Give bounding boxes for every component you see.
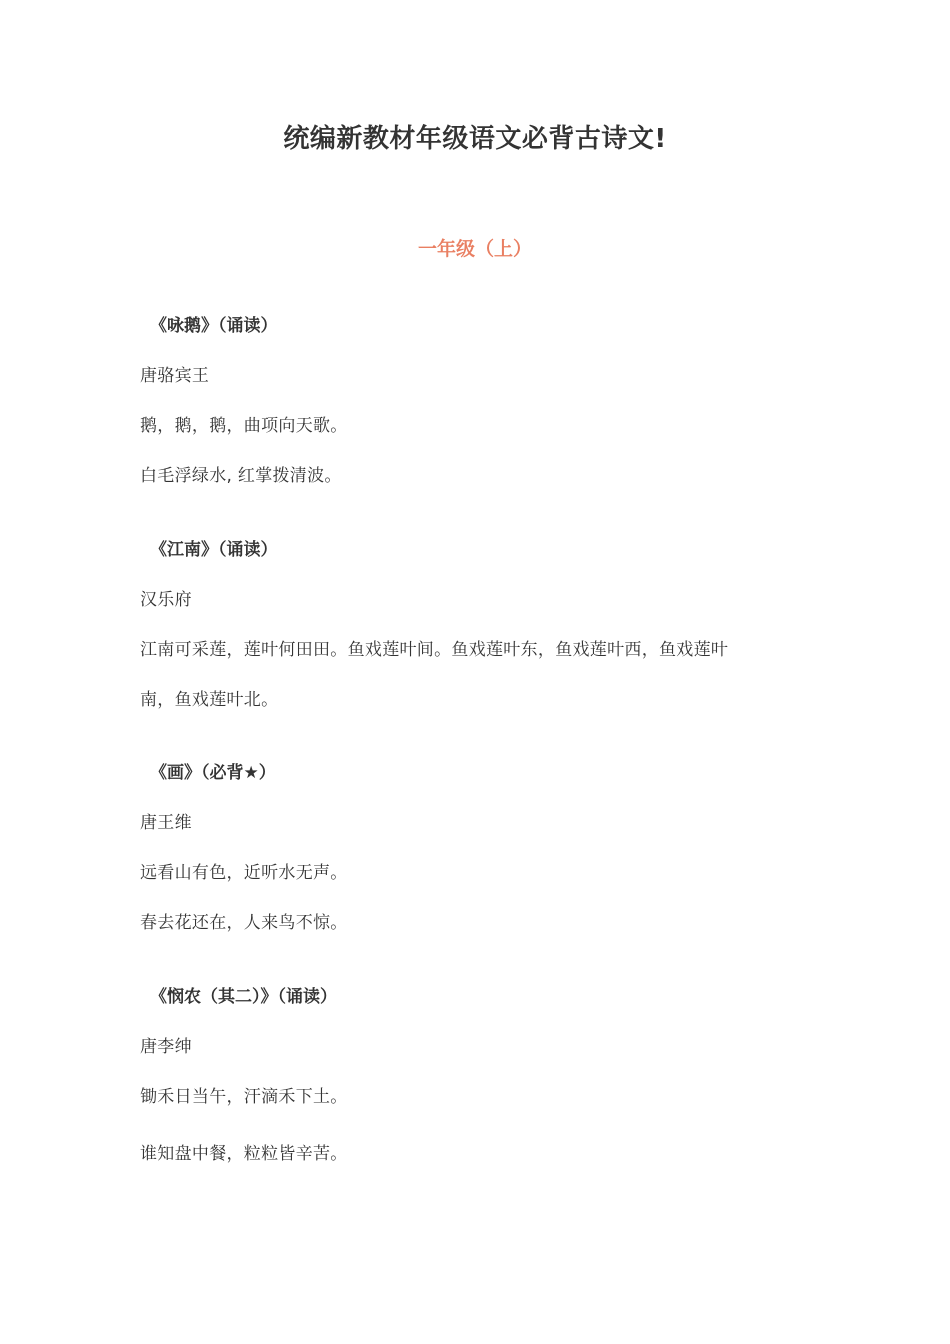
poem-line-1-1: 鹅，鹅，鹅，曲项向天歌。 <box>140 416 348 436</box>
poem-title-4: 《悯农（其二）》（诵读） <box>150 987 337 1007</box>
poem-title-1: 《咏鹅》（诵读） <box>150 316 278 336</box>
poem-line-1-2: 白毛浮绿水, 红掌拨清波。 <box>140 466 342 486</box>
poem-author-1: 唐骆宾王 <box>140 366 210 386</box>
poem-author-4: 唐李绅 <box>140 1037 192 1057</box>
poem-line-3-1: 远看山有色，近听水无声。 <box>140 863 348 883</box>
poem-title-2: 《江南》（诵读） <box>150 540 278 560</box>
poem-line-4-1: 锄禾日当午，汗滴禾下土。 <box>140 1087 348 1107</box>
poem-author-3: 唐王维 <box>140 813 192 833</box>
poem-line-4-2: 谁知盘中餐，粒粒皆辛苦。 <box>140 1144 348 1164</box>
poem-line-2-1: 江南可采莲，莲叶何田田。鱼戏莲叶间。鱼戏莲叶东，鱼戏莲叶西，鱼戏莲叶 <box>140 640 729 660</box>
poem-line-2-2: 南，鱼戏莲叶北。 <box>140 690 279 710</box>
document-title: 统编新教材年级语文必背古诗文! <box>283 124 667 154</box>
poem-author-2: 汉乐府 <box>140 590 192 610</box>
poem-line-3-2: 春去花还在，人来鸟不惊。 <box>140 913 348 933</box>
grade-heading: 一年级（上） <box>417 238 532 260</box>
poem-title-3: 《画》（必背★） <box>150 763 276 783</box>
